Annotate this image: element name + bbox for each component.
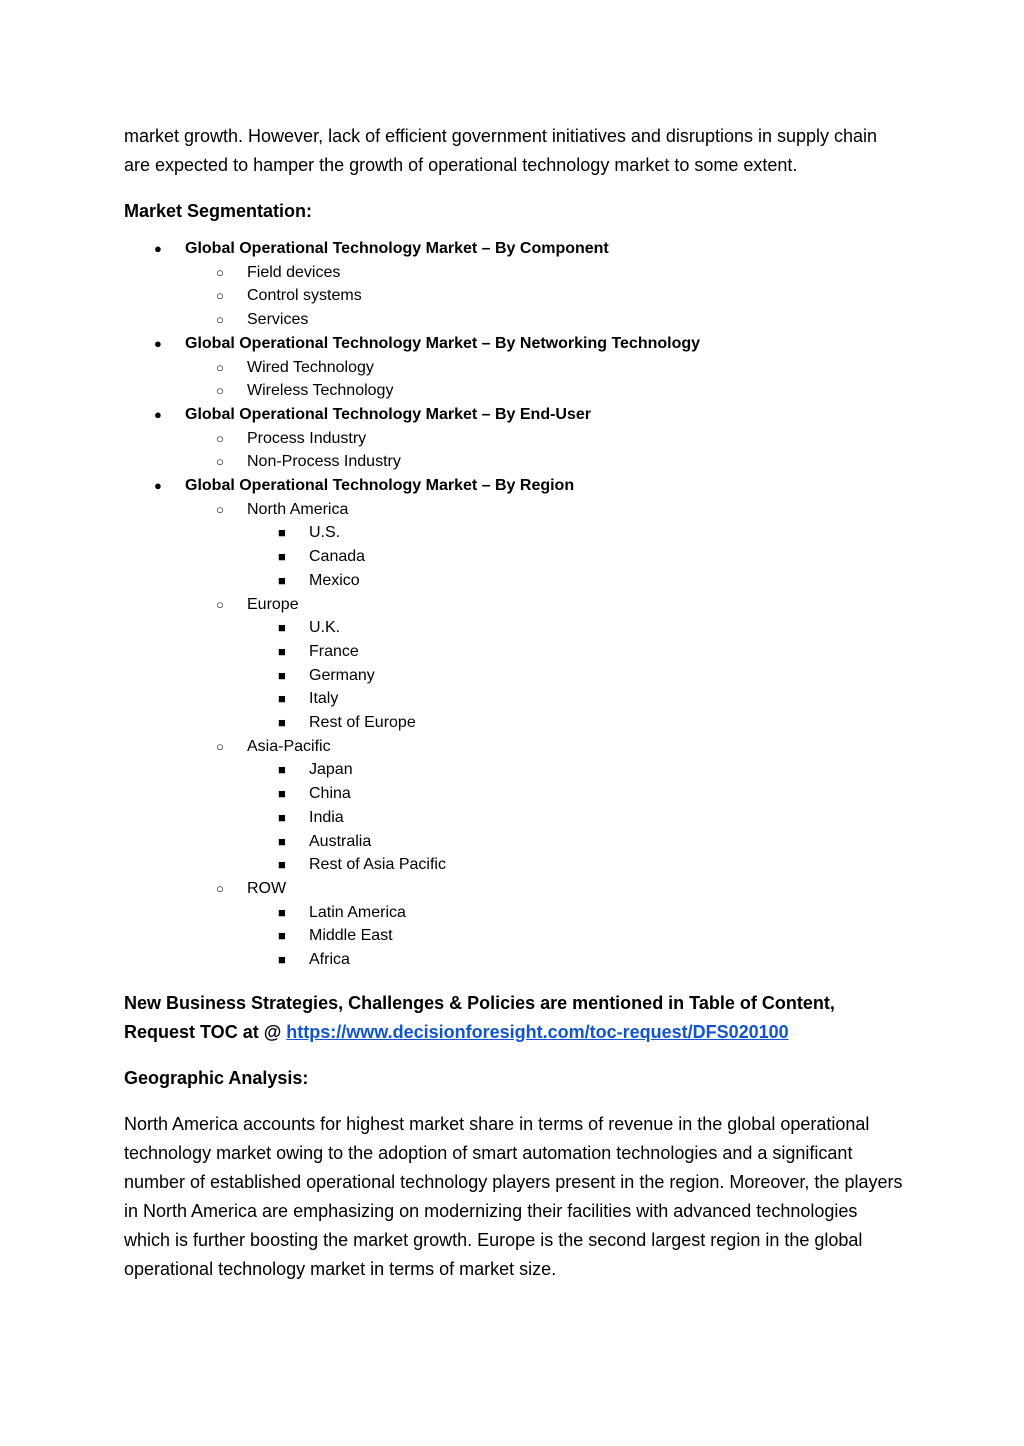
bullet-level-3-icon: ■ (278, 857, 286, 873)
segment-country-item (124, 853, 904, 877)
segment-country-item (124, 901, 904, 925)
bullet-level-2-icon: ○ (216, 312, 224, 328)
bullet-level-2-icon: ○ (216, 880, 224, 896)
document-page (124, 122, 904, 1284)
bullet-level-2-icon: ○ (216, 430, 224, 446)
segment-sub-item (124, 735, 904, 759)
bullet-level-3-icon: ■ (278, 715, 286, 731)
segment-heading-item (124, 237, 904, 261)
bullet-level-3-icon: ■ (278, 809, 286, 825)
bullet-level-2-icon: ○ (216, 501, 224, 517)
segment-heading-item (124, 474, 904, 498)
segment-country-item (124, 782, 904, 806)
list-item-label: Africa (309, 951, 350, 969)
list-item-label: Mexico (309, 571, 360, 589)
bullet-level-3-icon: ■ (278, 525, 286, 541)
list-item-label: Control systems (247, 287, 362, 305)
bullet-level-3-icon: ■ (278, 572, 286, 588)
segment-sub-item (124, 450, 904, 474)
bullet-level-2-icon: ○ (216, 383, 224, 399)
list-item-label: Global Operational Technology Market – By Networking Technology (185, 334, 701, 352)
list-item-label: Japan (309, 761, 353, 779)
segment-sub-item (124, 498, 904, 522)
segmentation-list (124, 237, 904, 972)
segment-country-item (124, 569, 904, 593)
geographic-paragraph: North America accounts for highest market share in terms of revenue in the global operational technology market owing to the adoption of smart automation technologies and a significant number of established operational technology players present in the region. Moreover, the players in North America are emphasizing on modernizing their facilities with advanced technologies which is further boosting the market growth. Europe is the second largest region in the global operational technology market in terms of market size. (124, 1113, 903, 1279)
list-item-label: North America (247, 500, 349, 518)
bullet-level-3-icon: ■ (278, 691, 286, 707)
list-item-label: India (309, 808, 344, 826)
bullet-level-2-icon: ○ (216, 738, 224, 754)
segment-country-item (124, 830, 904, 854)
segment-sub-item (124, 427, 904, 451)
segment-country-item (124, 806, 904, 830)
list-item-label: Non-Process Industry (247, 453, 401, 471)
list-item-label: China (309, 785, 351, 803)
bullet-level-1-icon: ● (154, 406, 162, 422)
list-item-label: Wired Technology (247, 358, 374, 376)
bullet-level-2-icon: ○ (216, 288, 224, 304)
segment-sub-item (124, 308, 904, 332)
segment-country-item (124, 640, 904, 664)
bullet-level-2-icon: ○ (216, 359, 224, 375)
list-item-label: Europe (247, 595, 299, 613)
segment-sub-item (124, 261, 904, 285)
list-item-label: Latin America (309, 903, 406, 921)
list-item-label: Italy (309, 690, 339, 708)
list-item-label: Asia-Pacific (247, 737, 331, 755)
list-item-label: Rest of Asia Pacific (309, 856, 446, 874)
list-item-label: Services (247, 311, 309, 329)
bullet-level-3-icon: ■ (278, 952, 286, 968)
segment-country-item (124, 616, 904, 640)
segment-country-item (124, 664, 904, 688)
bullet-level-1-icon: ● (154, 335, 162, 351)
segment-sub-item (124, 877, 904, 901)
bullet-level-2-icon: ○ (216, 264, 224, 280)
segment-country-item (124, 924, 904, 948)
list-item-label: Australia (309, 832, 372, 850)
toc-request-label: New Business Strategies, Challenges & Policies are mentioned in Table of Content, Request TOC at @ (124, 992, 835, 1042)
list-item-label: Process Industry (247, 429, 367, 447)
segmentation-heading: Market Segmentation: (124, 201, 313, 221)
segment-country-item (124, 948, 904, 972)
toc-request-link[interactable]: https://www.decisionforesight.com/toc-request/DFS020100 (286, 1021, 789, 1042)
segment-sub-item (124, 379, 904, 403)
list-item-label: Global Operational Technology Market – By Component (185, 240, 609, 257)
list-item-label: Global Operational Technology Market – By Region (185, 477, 575, 495)
bullet-level-1-icon: ● (154, 478, 162, 494)
list-item-label: Wireless Technology (247, 382, 394, 400)
bullet-level-3-icon: ■ (278, 904, 286, 920)
list-item-label: Field devices (247, 263, 341, 281)
list-item-label: France (309, 642, 359, 660)
segment-sub-item (124, 593, 904, 617)
bullet-level-3-icon: ■ (278, 786, 286, 802)
segment-country-item (124, 687, 904, 711)
bullet-level-3-icon: ■ (278, 762, 286, 778)
toc-request-text (124, 989, 904, 1047)
list-item-label: Germany (309, 666, 375, 684)
intro-paragraph: market growth. However, lack of efficient government initiatives and disruptions in supply chain are expected to hamper the growth of operational technology market to some extent. (124, 126, 878, 175)
list-item-label: Rest of Europe (309, 714, 416, 732)
bullet-level-2-icon: ○ (216, 454, 224, 470)
geographic-heading: Geographic Analysis: (124, 1067, 309, 1088)
bullet-level-2-icon: ○ (216, 596, 224, 612)
list-item-label: Global Operational Technology Market – By End-User (185, 405, 592, 423)
list-item-label: Canada (309, 548, 366, 566)
segment-heading-item (124, 403, 904, 427)
bullet-level-3-icon: ■ (278, 928, 286, 944)
list-item-label: U.K. (309, 619, 341, 637)
list-item-label: U.S. (309, 524, 341, 542)
bullet-level-3-icon: ■ (278, 833, 286, 849)
bullet-level-3-icon: ■ (278, 667, 286, 683)
bullet-level-3-icon: ■ (278, 643, 286, 659)
bullet-level-1-icon: ● (154, 241, 162, 256)
list-item-label: Middle East (309, 927, 393, 945)
segment-country-item (124, 545, 904, 569)
segment-sub-item (124, 356, 904, 380)
segment-country-item (124, 711, 904, 735)
segment-heading-item (124, 332, 904, 356)
segment-country-item (124, 521, 904, 545)
segment-country-item (124, 758, 904, 782)
bullet-level-3-icon: ■ (278, 549, 286, 565)
segment-sub-item (124, 284, 904, 308)
bullet-level-3-icon: ■ (278, 620, 286, 636)
list-item-label: ROW (247, 879, 287, 897)
